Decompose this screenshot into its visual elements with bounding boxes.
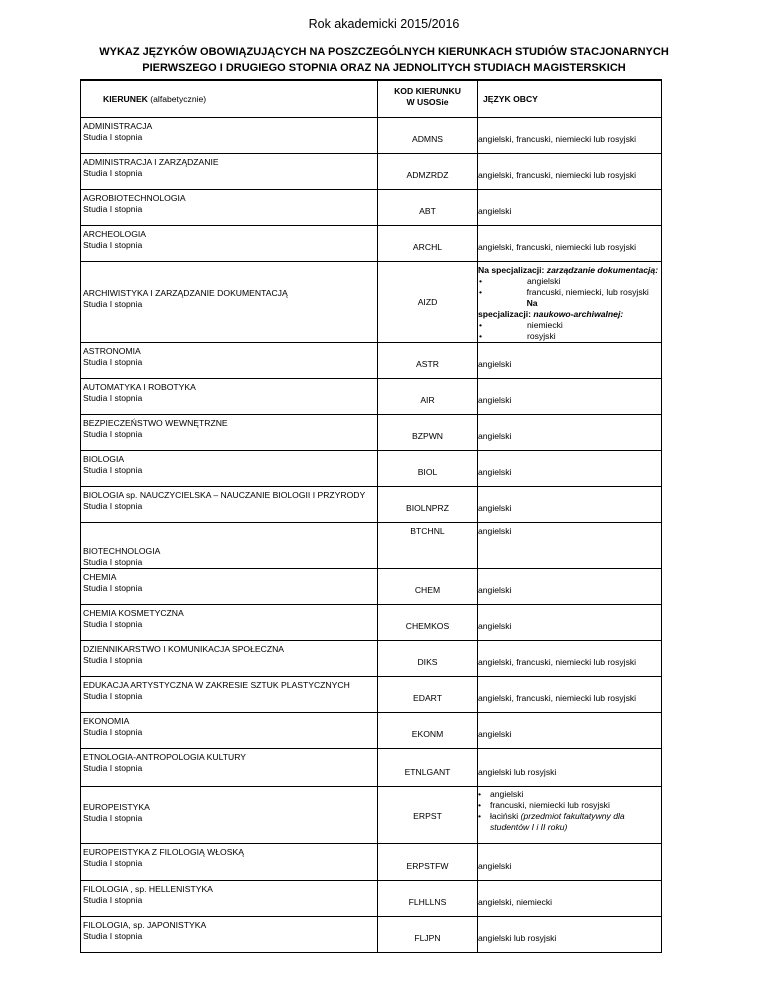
kod-cell: BTCHNL (378, 523, 478, 569)
kod-cell: ERPSTFW (378, 844, 478, 881)
table-row (81, 605, 662, 641)
kierunek-level: Studia I stopnia (83, 763, 143, 773)
table-row (81, 713, 662, 749)
kierunek-cell (81, 262, 378, 343)
kod-cell: FLHLLNS (378, 881, 478, 917)
kierunek-name: CHEMIA (83, 572, 117, 582)
kod-cell: BIOLNPRZ (378, 487, 478, 523)
jezyk-cell (478, 262, 662, 343)
kierunek-name: EUROPEISTYKA Z FILOLOGIĄ WŁOSKĄ (83, 847, 244, 857)
table-row (81, 226, 662, 262)
jezyk-cell: angielski, francuski, niemiecki lub rosyjski (478, 154, 662, 190)
jezyk-cell: angielski (478, 569, 662, 605)
table-row (81, 641, 662, 677)
document-title (60, 44, 708, 76)
kierunek-level: Studia I stopnia (83, 727, 143, 737)
jezyk-cell: angielski (478, 487, 662, 523)
jezyk-cell: angielski (478, 844, 662, 881)
jezyk-cell: angielski, niemiecki (478, 881, 662, 917)
title-line-1: WYKAZ JĘZYKÓW OBOWIĄZUJĄCYCH NA POSZCZEGÓLNYCH KIERUNKACH STUDIÓW STACJONARNYCH (99, 46, 669, 58)
jezyk-cell: angielski (478, 605, 662, 641)
kierunek-level: Studia I stopnia (83, 619, 143, 629)
jezyk-cell: angielski (478, 713, 662, 749)
table-row (81, 844, 662, 881)
kierunek-name: ADMINISTRACJA (83, 121, 153, 131)
kierunek-name: ETNOLOGIA-ANTROPOLOGIA KULTURY (83, 752, 246, 762)
table-row (81, 677, 662, 713)
table-row (81, 917, 662, 953)
kierunek-level: Studia I stopnia (83, 240, 143, 250)
kod-cell: CHEMKOS (378, 605, 478, 641)
kierunek-name: ADMINISTRACJA I ZARZĄDZANIE (83, 157, 219, 167)
jezyk-cell: angielski (478, 190, 662, 226)
table-row (81, 118, 662, 154)
table-row (81, 451, 662, 487)
languages-table (80, 79, 662, 953)
kierunek-cell (81, 379, 378, 415)
jezyk-cell: angielski (478, 415, 662, 451)
kierunek-cell (81, 190, 378, 226)
jezyk-cell: angielski (478, 451, 662, 487)
kierunek-cell (81, 787, 378, 844)
jezyk-cell: angielski lub rosyjski (478, 749, 662, 787)
table-row (81, 787, 662, 844)
kod-cell: CHEM (378, 569, 478, 605)
kierunek-level: Studia I stopnia (83, 583, 143, 593)
kod-cell: ADMNS (378, 118, 478, 154)
kierunek-cell (81, 523, 378, 569)
jezyk-cell: angielski, francuski, niemiecki lub rosyjski (478, 641, 662, 677)
list-item: • francuski, niemiecki lub rosyjski (478, 800, 661, 811)
title-line-2: PIERWSZEGO I DRUGIEGO STOPNIA ORAZ NA JEDNOLITYCH STUDIACH MAGISTERSKICH (142, 62, 626, 74)
table-row (81, 190, 662, 226)
kierunek-level: Studia I stopnia (83, 655, 143, 665)
kierunek-name: ARCHIWISTYKA I ZARZĄDZANIE DOKUMENTACJĄ (83, 288, 288, 298)
jezyk-cell: angielski, francuski, niemiecki lub rosyjski (478, 677, 662, 713)
list-item: • angielski (478, 789, 661, 800)
header-kod: KOD KIERUNKU W USOSie (378, 80, 478, 118)
table-header-row (81, 80, 662, 118)
kierunek-cell (81, 677, 378, 713)
table-row (81, 523, 662, 569)
header-kierunek: KIERUNEK (alfabetycznie) (81, 80, 378, 118)
jezyk-cell: angielski lub rosyjski (478, 917, 662, 953)
jezyk-cell: angielski (478, 379, 662, 415)
kierunek-name: BIOLOGIA sp. NAUCZYCIELSKA – NAUCZANIE BIOLOGII I PRZYRODY Studia I stopnia (83, 490, 366, 511)
kierunek-cell (81, 226, 378, 262)
kod-cell: ABT (378, 190, 478, 226)
table-row (81, 569, 662, 605)
page-header: Rok akademicki 2015/2016 (308, 17, 460, 31)
kierunek-name: BIOTECHNOLOGIA (83, 546, 161, 556)
kierunek-level: Studia I stopnia (83, 895, 143, 905)
kod-cell: BIOL (378, 451, 478, 487)
table-row (81, 154, 662, 190)
kod-cell: EDART (378, 677, 478, 713)
kierunek-name: AUTOMATYKA I ROBOTYKA (83, 382, 196, 392)
kod-cell: ETNLGANT (378, 749, 478, 787)
kierunek-cell (81, 154, 378, 190)
kierunek-name: EUROPEISTYKA (83, 802, 150, 812)
header-jezyk: JĘZYK OBCY (478, 80, 662, 118)
kierunek-cell (81, 713, 378, 749)
kierunek-cell (81, 569, 378, 605)
kod-cell: ADMZRDZ (378, 154, 478, 190)
kierunek-level: Studia I stopnia (83, 465, 143, 475)
table-row (81, 262, 662, 343)
kierunek-name: EKONOMIA (83, 716, 130, 726)
specialization-languages: Na specjalizacji: zarządzanie dokumentacją: • angielski • francuski, niemiecki, lub rosyjski Na specjalizacji: naukowo-archiwalnej: • niemiecki • rosyjski (478, 265, 659, 341)
kod-cell: FLJPN (378, 917, 478, 953)
kierunek-name: EDUKACJA ARTYSTYCZNA W ZAKRESIE SZTUK PLASTYCZNYCH (83, 680, 350, 690)
table-row (81, 379, 662, 415)
kierunek-level: Studia I stopnia (83, 168, 143, 178)
kierunek-name: FILOLOGIA, sp. JAPONISTYKA (83, 920, 207, 930)
kierunek-level: Studia I stopnia (83, 429, 143, 439)
kierunek-level: Studia I stopnia (83, 132, 143, 142)
table-row (81, 881, 662, 917)
kierunek-level: Studia I stopnia (83, 357, 143, 367)
kierunek-name: DZIENNIKARSTWO I KOMUNIKACJA SPOŁECZNA (83, 644, 285, 654)
table-row (81, 415, 662, 451)
kierunek-level: Studia I stopnia (83, 557, 143, 567)
kierunek-level: Studia I stopnia (83, 858, 143, 868)
kierunek-cell (81, 749, 378, 787)
kierunek-cell (81, 487, 378, 523)
kierunek-cell (81, 118, 378, 154)
list-item: • łaciński (przedmiot fakultatywny dla studentów I i II roku) (478, 811, 661, 833)
kierunek-level: Studia I stopnia (83, 813, 143, 823)
kierunek-cell (81, 844, 378, 881)
kierunek-cell (81, 641, 378, 677)
kierunek-cell (81, 415, 378, 451)
kierunek-name: CHEMIA KOSMETYCZNA (83, 608, 184, 618)
jezyk-cell: angielski (478, 523, 662, 569)
kierunek-cell (81, 343, 378, 379)
kierunek-name: ARCHEOLOGIA (83, 229, 147, 239)
kod-cell: EKONM (378, 713, 478, 749)
kod-cell: AIR (378, 379, 478, 415)
jezyk-cell (478, 787, 662, 844)
kierunek-level: Studia I stopnia (83, 393, 143, 403)
kierunek-cell (81, 881, 378, 917)
table-row (81, 749, 662, 787)
kierunek-level: Studia I stopnia (83, 204, 143, 214)
kierunek-cell (81, 605, 378, 641)
kierunek-name: AGROBIOTECHNOLOGIA (83, 193, 186, 203)
kierunek-name: FILOLOGIA , sp. HELLENISTYKA (83, 884, 213, 894)
table-row (81, 343, 662, 379)
table-row (81, 487, 662, 523)
kod-cell: DIKS (378, 641, 478, 677)
kierunek-name: BIOLOGIA (83, 454, 125, 464)
kierunek-level: Studia I stopnia (83, 691, 143, 701)
jezyk-cell: angielski, francuski, niemiecki lub rosyjski (478, 226, 662, 262)
kierunek-name: BEZPIECZEŃSTWO WEWNĘTRZNE (83, 418, 228, 428)
kod-cell: ERPST (378, 787, 478, 844)
kod-cell: ASTR (378, 343, 478, 379)
kierunek-name: ASTRONOMIA (83, 346, 141, 356)
kierunek-level: Studia I stopnia (83, 931, 143, 941)
kierunek-cell (81, 451, 378, 487)
language-list (478, 787, 661, 833)
kierunek-cell (81, 917, 378, 953)
kod-cell: AIZD (378, 262, 478, 343)
jezyk-cell: angielski, francuski, niemiecki lub rosyjski (478, 118, 662, 154)
kod-cell: ARCHL (378, 226, 478, 262)
kod-cell: BZPWN (378, 415, 478, 451)
jezyk-cell: angielski (478, 343, 662, 379)
kierunek-level: Studia I stopnia (83, 299, 143, 309)
